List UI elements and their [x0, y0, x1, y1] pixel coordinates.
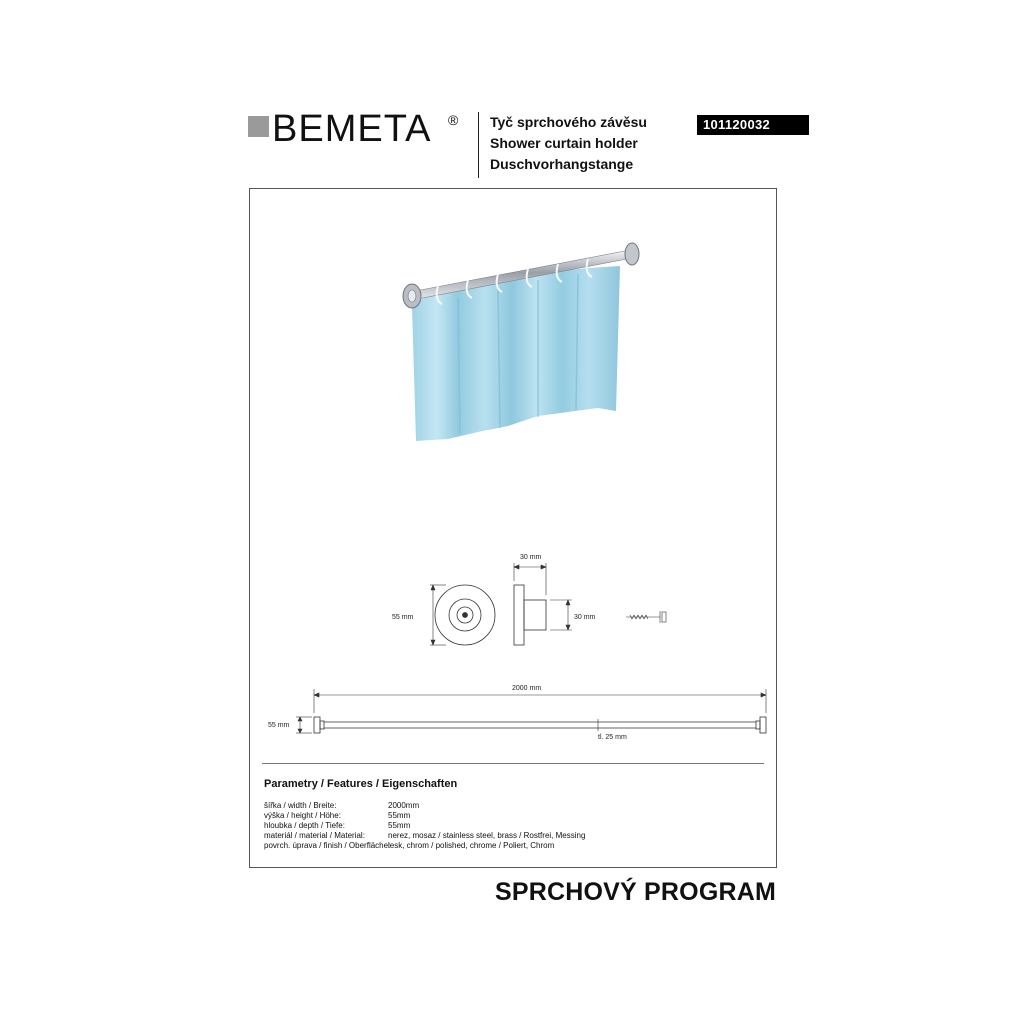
registered-mark: ®	[448, 112, 459, 128]
logo-square-icon	[248, 116, 269, 137]
param-label: hloubka / depth / Tiefe:	[264, 821, 345, 830]
param-value: nerez, mosaz / stainless steel, brass / Rostfrei, Messing	[388, 831, 586, 840]
product-name-de: Duschvorhangstange	[490, 156, 634, 172]
header-divider	[478, 112, 479, 178]
param-label: povrch. úprava / finish / Oberfläche:	[264, 841, 391, 850]
product-names	[490, 112, 647, 175]
product-name-en: Shower curtain holder	[490, 135, 638, 151]
param-label: výška / height / Höhe:	[264, 811, 341, 820]
param-value: 55mm	[388, 821, 411, 830]
param-value: lesk, chrom / polished, chrome / Poliert, Chrom	[388, 841, 555, 850]
product-code: 101120032	[697, 115, 809, 135]
brand-name: BEMETA	[272, 108, 432, 150]
product-photo	[398, 236, 648, 446]
param-value: 2000mm	[388, 801, 420, 810]
rod-height-label: 55 mm	[268, 722, 290, 729]
param-label: materiál / material / Material:	[264, 831, 365, 840]
right-flange-shape	[625, 243, 639, 265]
flange-depth-label: 30 mm	[574, 614, 596, 621]
screw-icon	[626, 611, 666, 623]
flange-diameter-label: 55 mm	[392, 614, 414, 621]
flange-side-view	[514, 585, 546, 645]
param-label: šířka / width / Breite:	[264, 801, 337, 810]
product-name-cz: Tyč sprchového závěsu	[490, 114, 647, 130]
rod-drawing	[314, 717, 766, 733]
top-width-label: 30 mm	[520, 554, 542, 561]
param-value: 55mm	[388, 811, 411, 820]
technical-drawings	[260, 545, 770, 745]
program-title: SPRCHOVÝ PROGRAM	[494, 878, 776, 906]
rod-thickness-label: tl. 25 mm	[598, 734, 627, 741]
flange-front-view	[435, 585, 495, 645]
params-title: Parametry / Features / Eigenschaften	[264, 778, 458, 790]
section-divider	[262, 763, 764, 764]
rod-length-label: 2000 mm	[512, 685, 542, 692]
